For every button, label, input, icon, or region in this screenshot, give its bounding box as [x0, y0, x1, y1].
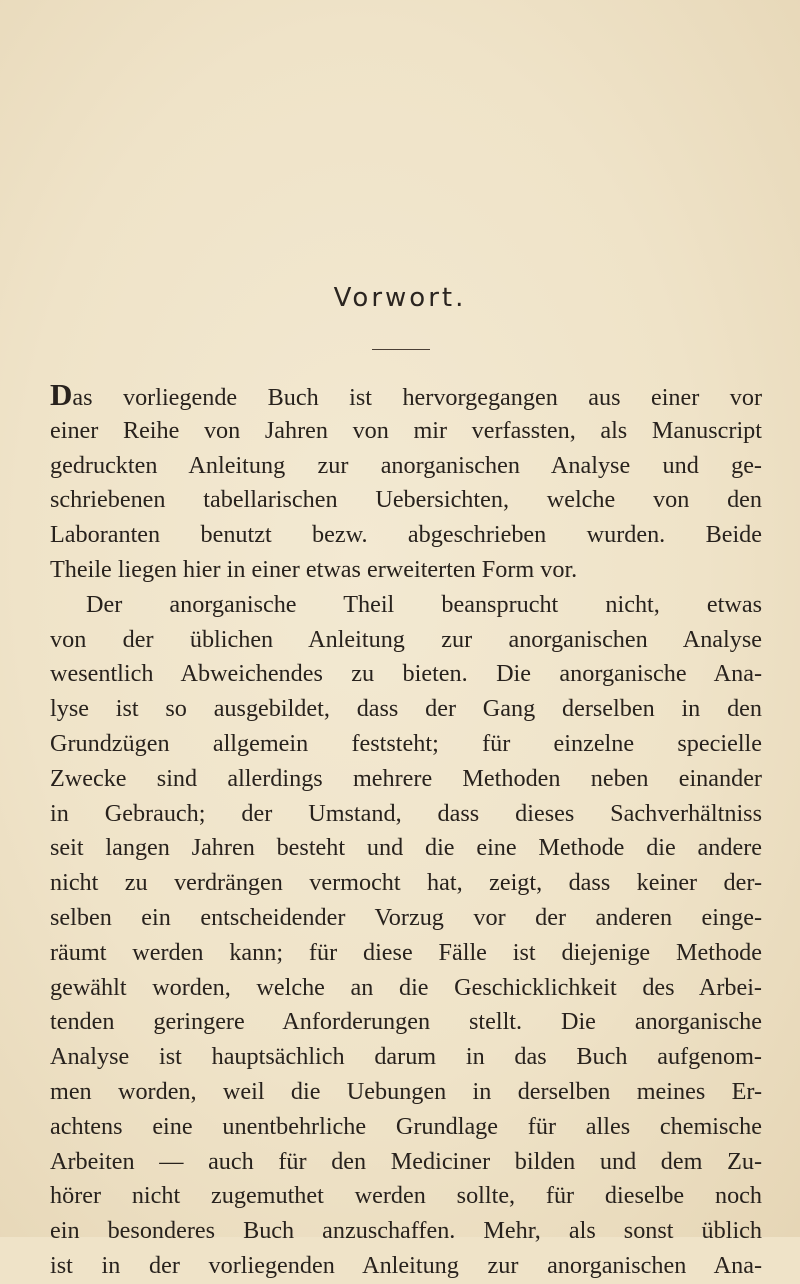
- text-line: Grundzügen allgemein feststeht; für einzelne specielle: [50, 729, 762, 757]
- text-line: lyse ist so ausgebildet, dass der Gang derselben in den: [50, 695, 762, 723]
- text-line: selben ein entscheidender Vorzug vor der anderen einge-: [50, 903, 762, 931]
- text-line: achtens eine unentbehrliche Grundlage für alles chemische: [50, 1112, 762, 1140]
- text-line: Arbeiten — auch für den Mediciner bilden und dem Zu-: [50, 1147, 762, 1175]
- text-line: nicht zu verdrängen vermocht hat, zeigt, dass keiner der-: [50, 869, 762, 897]
- text-line: von der üblichen Anleitung zur anorganischen Analyse: [50, 625, 762, 653]
- text-line: einer Reihe von Jahren von mir verfassten, als Manuscript: [50, 416, 762, 444]
- text-line: Der anorganische Theil beansprucht nicht, etwas: [86, 590, 762, 618]
- text-line: Analyse ist hauptsächlich darum in das Buch aufgenom-: [50, 1043, 762, 1071]
- text-line: tenden geringere Anforderungen stellt. Die anorganische: [50, 1008, 762, 1036]
- text-line: ist in der vorliegenden Anleitung zur anorganischen Ana-: [50, 1251, 762, 1279]
- text-line: schriebenen tabellarischen Uebersichten, welche von den: [50, 486, 762, 514]
- body-text: [50, 379, 762, 1284]
- text-line: seit langen Jahren besteht und die eine Methode die andere: [50, 834, 762, 862]
- text-line: gewählt worden, welche an die Geschicklichkeit des Arbei-: [50, 973, 762, 1001]
- page-title: Vorwort.: [333, 283, 467, 313]
- text-line: Laboranten benutzt bezw. abgeschrieben wurden. Beide: [50, 521, 762, 549]
- text-line: Das vorliegende Buch ist hervorgegangen aus einer vor: [50, 379, 762, 412]
- text-line: ein besonderes Buch anzuschaffen. Mehr, als sonst üblich: [50, 1217, 762, 1245]
- text-line: Zwecke sind allerdings mehrere Methoden neben einander: [50, 764, 762, 792]
- text-line: räumt werden kann; für diese Fälle ist diejenige Methode: [50, 938, 762, 966]
- text-line: men worden, weil die Uebungen in derselben meines Er-: [50, 1077, 762, 1105]
- text-line: Theile liegen hier in einer etwas erweiterten Form vor.: [50, 555, 578, 583]
- title-divider: [372, 349, 430, 350]
- text-line: gedruckten Anleitung zur anorganischen Analyse und ge-: [50, 451, 762, 479]
- text-line: wesentlich Abweichendes zu bieten. Die anorganische Ana-: [50, 660, 762, 688]
- text-line: hörer nicht zugemuthet werden sollte, für dieselbe noch: [50, 1182, 762, 1210]
- drop-cap: D: [50, 379, 73, 412]
- text-line: in Gebrauch; der Umstand, dass dieses Sachverhältniss: [50, 799, 762, 827]
